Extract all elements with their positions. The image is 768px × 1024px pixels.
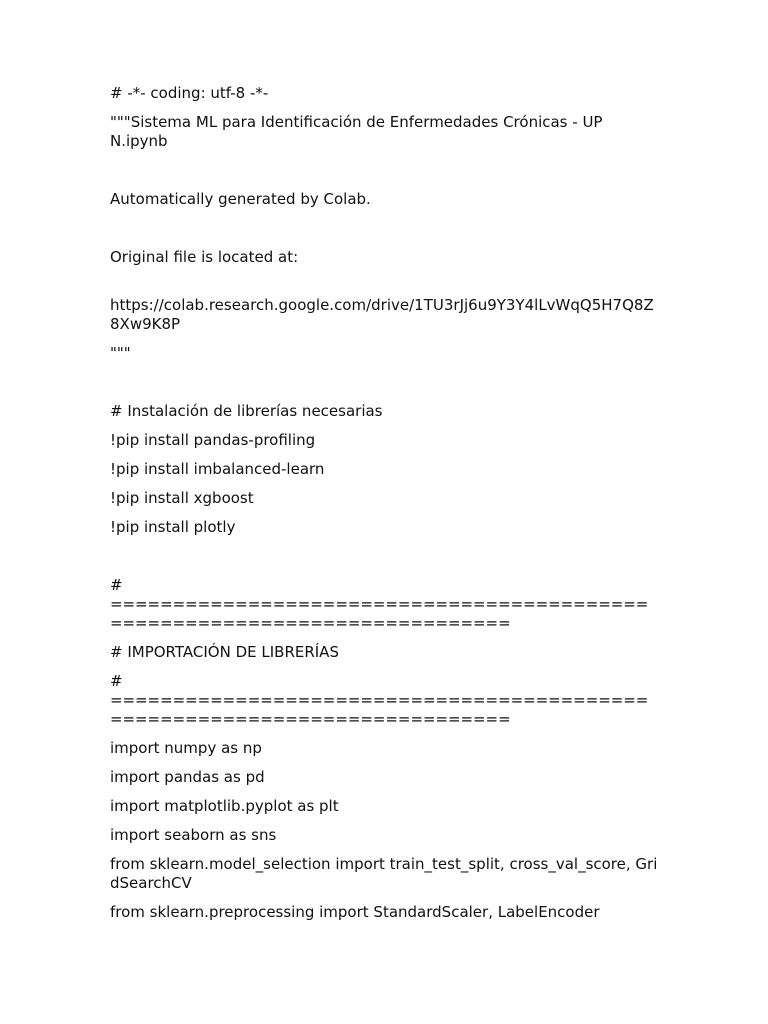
pip-install-pandas-profiling: !pip install pandas-profiling <box>110 431 316 449</box>
colab-url: https://colab.research.google.com/drive/1TU3rJj6u9Y3Y4lLvWqQ5H7Q8Z8Xw9K8P <box>110 296 654 333</box>
separator-line-2: =========================================================================== <box>110 691 649 728</box>
import-seaborn: import seaborn as sns <box>110 826 277 844</box>
separator-hash-1: # <box>110 576 123 594</box>
pip-install-imbalanced-learn: !pip install imbalanced-learn <box>110 460 325 478</box>
separator-hash-2: # <box>110 672 123 690</box>
generated-note: Automatically generated by Colab. <box>110 190 371 208</box>
original-location-label: Original file is located at: <box>110 248 299 266</box>
import-matplotlib: import matplotlib.pyplot as plt <box>110 797 339 815</box>
pip-install-xgboost: !pip install xgboost <box>110 489 254 507</box>
pip-install-plotly: !pip install plotly <box>110 518 236 536</box>
separator-line-1: =========================================================================== <box>110 595 649 632</box>
import-preprocessing: from sklearn.preprocessing import StandardScaler, LabelEncoder <box>110 903 600 921</box>
import-model-selection: from sklearn.model_selection import train_test_split, cross_val_score, GridSearchCV <box>110 855 658 892</box>
import-pandas: import pandas as pd <box>110 768 265 786</box>
coding-comment: # -*- coding: utf-8 -*- <box>110 84 269 102</box>
docstring-close: """ <box>110 344 131 362</box>
install-comment: # Instalación de librerías necesarias <box>110 402 383 420</box>
import-numpy: import numpy as np <box>110 739 262 757</box>
imports-heading: # IMPORTACIÓN DE LIBRERÍAS <box>110 643 339 661</box>
document-page <box>110 84 658 922</box>
docstring-title: """Sistema ML para Identificación de Enfermedades Crónicas - UPN.ipynb <box>110 113 603 150</box>
